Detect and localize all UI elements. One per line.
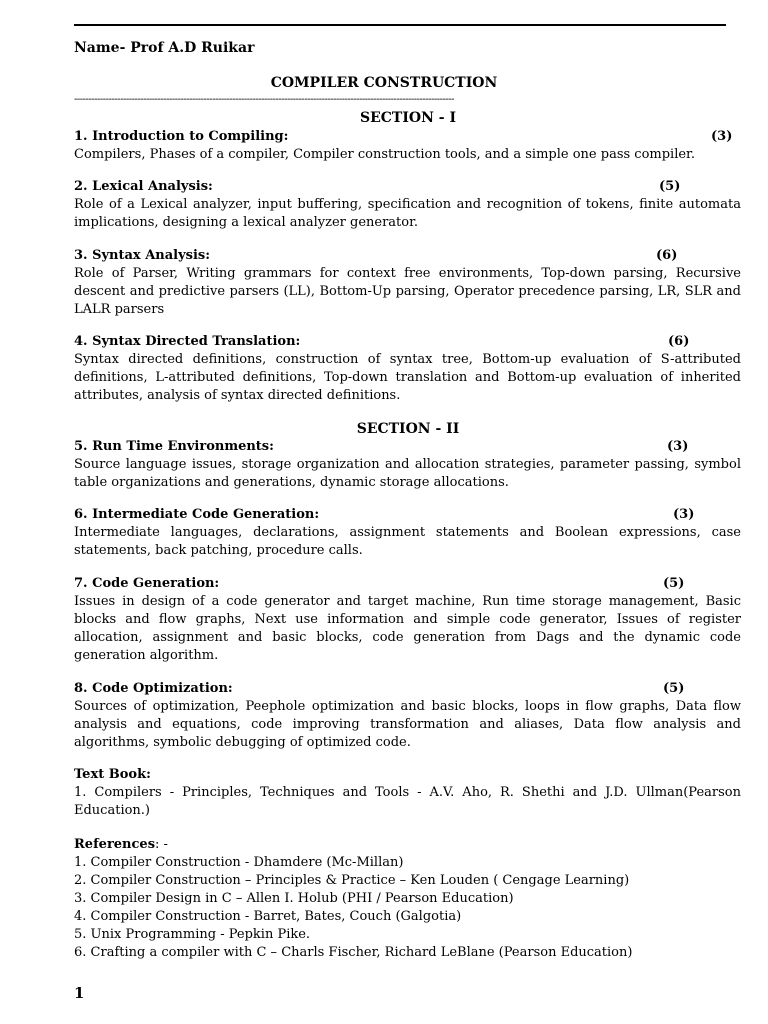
reference-item: 2. Compiler Construction – Principles & Practice – Ken Louden ( Cengage Learning) [74, 873, 630, 888]
unit-hours: (5) [659, 179, 681, 194]
author-name: Name- Prof A.D Ruikar [74, 40, 255, 56]
unit-description: Sources of optimization, Peephole optimization and basic blocks, loops in flow graphs, Data flow analysis and equations, code improving transformation and aliases, Data flow analysis and algorithms, symbolic debugging of optimized code. [74, 699, 741, 750]
dashed-divider: ------------------------------------------------------------------------------------------------------------------------------------ [74, 94, 455, 105]
top-rule [74, 24, 726, 26]
textbook-block [74, 766, 741, 820]
document-title: COMPILER CONSTRUCTION [270, 75, 498, 91]
references-heading-suffix: : - [155, 837, 168, 852]
unit-5 [74, 438, 741, 492]
reference-item: 4. Compiler Construction - Barret, Bates, Couch (Galgotia) [74, 909, 462, 924]
unit-title: 6. Intermediate Code Generation: [74, 507, 320, 522]
textbook-entry: 1. Compilers - Principles, Techniques and Tools - A.V. Aho, R. Shethi and J.D. Ullman(Pearson Education.) [74, 785, 741, 818]
unit-7 [74, 575, 741, 665]
unit-3 [74, 247, 741, 319]
unit-title: 1. Introduction to Compiling: [74, 129, 289, 144]
reference-item: 3. Compiler Design in C – Allen I. Holub (PHI / Pearson Education) [74, 891, 514, 906]
unit-description: Issues in design of a code generator and target machine, Run time storage management, Basic blocks and flow graphs, Next use information and simple code generator, Issues of register allocation, assignment and basic blocks, code generation from Dags and the dynamic code generation algorithm. [74, 594, 741, 663]
reference-item: 6. Crafting a compiler with C – Charls Fischer, Richard LeBlane (Pearson Education) [74, 945, 633, 960]
references-block [74, 836, 741, 962]
unit-8 [74, 680, 741, 752]
unit-hours: (3) [673, 507, 695, 522]
unit-title: 3. Syntax Analysis: [74, 248, 211, 263]
unit-description: Role of Parser, Writing grammars for context free environments, Top-down parsing, Recursive descent and predictive parsers (LL), Bottom-Up parsing, Operator precedence parsing, LR, SLR and LALR parsers [74, 266, 741, 317]
unit-description: Role of a Lexical analyzer, input buffering, specification and recognition of tokens, finite automata implications, designing a lexical analyzer generator. [74, 197, 741, 230]
textbook-heading: Text Book: [74, 767, 151, 782]
unit-hours: (5) [663, 576, 685, 591]
unit-hours: (3) [667, 439, 689, 454]
unit-description: Source language issues, storage organization and allocation strategies, parameter passing, symbol table organizations and generations, dynamic storage allocations. [74, 457, 741, 490]
section-heading-1: SECTION - I [360, 110, 456, 126]
reference-item: 1. Compiler Construction - Dhamdere (Mc-Millan) [74, 855, 404, 870]
unit-2 [74, 178, 741, 232]
unit-description: Syntax directed definitions, construction of syntax tree, Bottom-up evaluation of S-attributed definitions, L-attributed definitions, Top-down translation and Bottom-up evaluation of inherited attributes, analysis of syntax directed definitions. [74, 352, 741, 403]
unit-title: 2. Lexical Analysis: [74, 179, 213, 194]
unit-hours: (6) [656, 248, 678, 263]
page-number: 1 [74, 984, 85, 1002]
unit-1 [74, 128, 741, 164]
unit-description: Intermediate languages, declarations, assignment statements and Boolean expressions, case statements, back patching, procedure calls. [74, 525, 741, 558]
unit-title: 8. Code Optimization: [74, 681, 233, 696]
unit-hours: (5) [663, 681, 685, 696]
unit-hours: (6) [668, 334, 690, 349]
reference-item: 5. Unix Programming - Pepkin Pike. [74, 927, 311, 942]
unit-description: Compilers, Phases of a compiler, Compiler construction tools, and a simple one pass compiler. [74, 147, 695, 162]
references-heading [74, 836, 741, 854]
section-heading-2: SECTION - II [356, 421, 460, 437]
unit-title: 7. Code Generation: [74, 576, 220, 591]
references-heading-label: References [74, 837, 156, 852]
unit-6 [74, 506, 741, 560]
unit-4 [74, 333, 741, 405]
unit-title: 4. Syntax Directed Translation: [74, 334, 301, 349]
unit-title: 5. Run Time Environments: [74, 439, 274, 454]
unit-hours: (3) [711, 129, 733, 144]
